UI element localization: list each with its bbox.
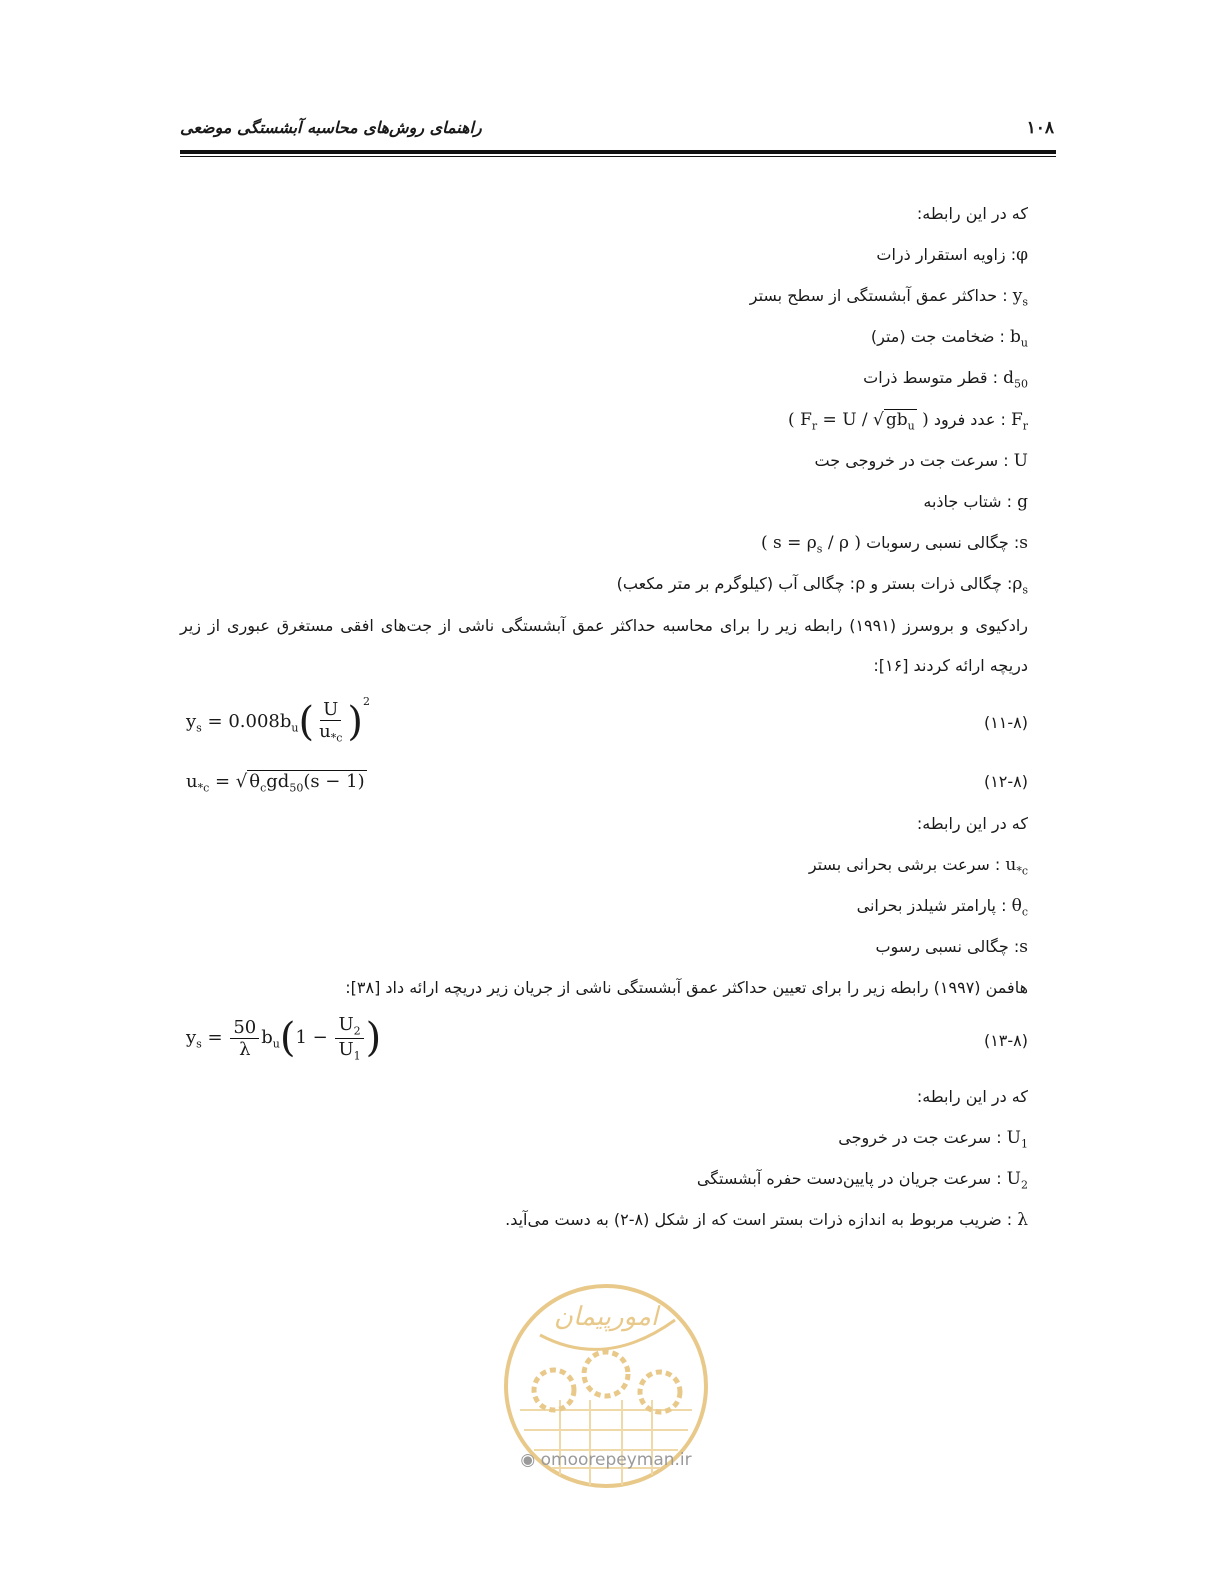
definitions-intro-2: که در این رابطه: bbox=[916, 814, 1028, 833]
definition-d50: $d_{50}$ : قطر متوسط ذرات bbox=[863, 368, 1028, 391]
definition-theta: $\theta_c$ : پارامتر شیلدز بحرانی bbox=[856, 896, 1028, 919]
definition-froude: $F_r$ : عدد فرود ( $F_r = U$ / √ $gb_u$ ) bbox=[788, 410, 1028, 433]
symbol: φ bbox=[1016, 245, 1028, 265]
equation-11-label: (۱۱-۸) bbox=[983, 713, 1028, 732]
definition-ys: $y_s$ : حداکثر عمق آبشستگی از سطح بستر bbox=[749, 286, 1028, 309]
s-formula: ( $s = \rho_s / \rho$ ) bbox=[760, 533, 862, 556]
definition-bu: $b_u$ : ضخامت جت (متر) bbox=[870, 327, 1028, 350]
definition-text: : زاویه استقرار ذرات bbox=[876, 245, 1017, 264]
equation-12-label: (۱۲-۸) bbox=[983, 772, 1028, 791]
definition-U2: $U_2$ : سرعت جریان در پایین‌دست حفره آبشستگی bbox=[696, 1169, 1028, 1192]
paragraph-hoffmans: هافمن (۱۹۹۷) رابطه زیر را برای تعیین حداکثر عمق آبشستگی ناشی از جریان زیر دریچه ارائه داد [۳۸]: bbox=[345, 978, 1028, 997]
running-title: راهنمای روش‌های محاسبه آبشستگی موضعی bbox=[180, 118, 482, 137]
equation-13: $y_s$ = $\frac{50}{\lambda}$ $b_u(1$ − $\frac{U_2}{U_1}$ ) bbox=[186, 1014, 382, 1063]
svg-text:امورپیمان: امورپیمان bbox=[553, 1302, 659, 1332]
definition-U: U : سرعت جت در خروجی جت bbox=[814, 451, 1028, 471]
page-header bbox=[180, 118, 1054, 146]
definition-phi bbox=[876, 243, 1028, 267]
page-number: ۱۰۸ bbox=[1026, 118, 1054, 138]
watermark-url: ◉ omoorepeyman.ir bbox=[520, 1450, 692, 1470]
definition-ustar: $u_{*c}$ : سرعت برشی بحرانی بستر bbox=[808, 855, 1028, 878]
header-rule bbox=[180, 150, 1056, 154]
definition-g: g : شتاب جاذبه bbox=[923, 492, 1028, 512]
definitions-intro-3: که در این رابطه: bbox=[916, 1087, 1028, 1106]
definition-s2: s: چگالی نسبی رسوب bbox=[875, 937, 1028, 957]
definition-lambda: λ : ضریب مربوط به اندازه ذرات بستر است که از شکل (۸-۲) به دست می‌آید. bbox=[505, 1210, 1028, 1230]
equation-11: $y_s = 0.008b_u$( $\frac{U}{u_{*c}}$ )$^2$ bbox=[186, 695, 370, 745]
paragraph-radkivi: رادکیوی و بروسرز (۱۹۹۱) رابطه زیر را برای محاسبه حداکثر عمق آبشستگی ناشی از جت‌های افقی مستغرق عبوری از زیر دریچه ارائه کردند [۱۶]: bbox=[180, 616, 1028, 675]
froude-formula: ( $F_r = U$ / √ $gb_u$ ) bbox=[788, 410, 929, 433]
definition-s: s: چگالی نسبی رسوبات ( $s = \rho_s / \rho$ ) bbox=[760, 533, 1028, 556]
equation-12: $u_{*c}$ = √ $\theta_cgd_{50}(s - 1)$ bbox=[186, 771, 365, 795]
header-rule-thin bbox=[180, 156, 1056, 157]
definition-rho: $\rho_s$: چگالی ذرات بستر و ρ: چگالی آب (کیلوگرم بر متر مکعب) bbox=[616, 574, 1028, 597]
equation-13-label: (۱۳-۸) bbox=[983, 1031, 1028, 1050]
definitions-intro: که در این رابطه: bbox=[916, 204, 1028, 223]
definition-U1: $U_1$ : سرعت جت در خروجی bbox=[838, 1128, 1028, 1151]
